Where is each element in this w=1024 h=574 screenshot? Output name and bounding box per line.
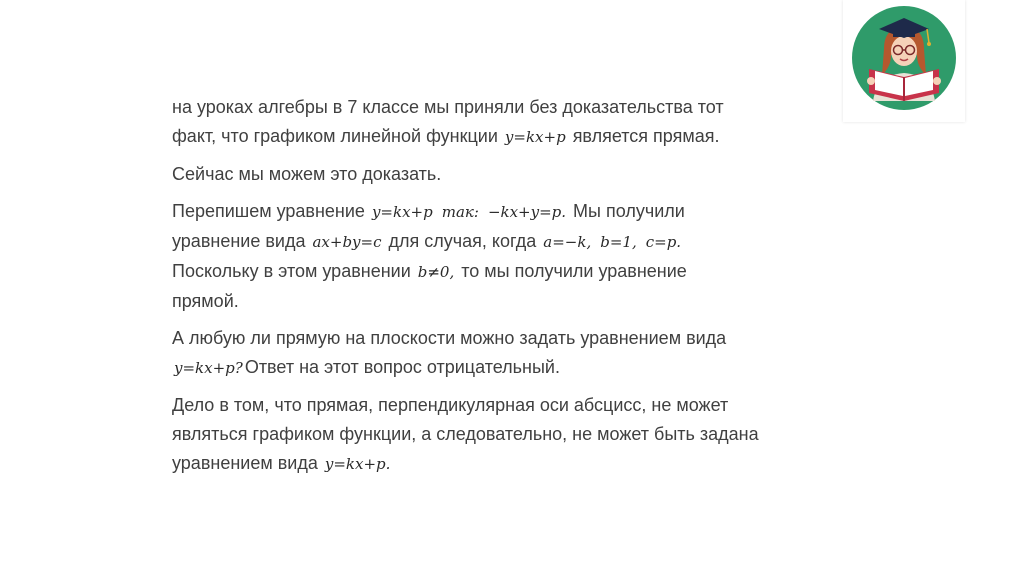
text-run [639,231,644,251]
math-formula: −kx+y=p. [487,203,567,221]
math-formula: ax+by=c [312,233,382,251]
text-line [172,420,862,449]
text-line [172,391,862,420]
text-run: на уроках алгебры в 7 классе мы приняли без доказательства тот [172,97,724,117]
text-run: то мы получили уравнение [456,261,687,281]
paragraph [172,391,862,479]
text-run: Перепишем уравнение [172,201,370,221]
math-formula: y=kx+p? [174,359,243,377]
text-run: Сейчас мы можем это доказать. [172,164,442,184]
text-line [172,122,862,152]
text-line [172,93,862,122]
math-formula: y=kx+p. [324,455,391,473]
text-run: факт, что графиком линейной функции [172,126,503,146]
text-run: является прямая. [567,126,720,146]
paragraph [172,93,862,152]
text-run: уравнением вида [172,453,323,473]
math-formula: y=kx+p [504,128,566,146]
text-run: Поскольку в этом уравнении [172,261,416,281]
text-line [172,353,862,383]
text-line [172,227,862,257]
text-run: для случая, когда [383,231,542,251]
text-run: Дело в том, что прямая, перпендикулярная оси абсцисс, не может [172,395,729,415]
text-body [172,93,862,487]
paragraph [172,324,862,383]
text-run: Мы получили [568,201,685,221]
math-formula: так: [441,203,479,221]
math-formula: b=1, [600,233,637,251]
math-formula: c=p. [645,233,682,251]
text-line [172,197,862,227]
text-run: являться графиком функции, а следовательно, не может быть задана [172,424,759,444]
math-formula: a=−k, [543,233,592,251]
text-run [435,201,440,221]
text-line [172,257,862,287]
text-line [172,160,862,189]
text-run: Ответ на этот вопрос отрицательный. [244,357,560,377]
math-formula: b≠0, [417,263,455,281]
text-line [172,449,862,479]
text-run: уравнение вида [172,231,311,251]
text-line [172,287,862,316]
teacher-reading-book-icon [851,5,957,111]
text-line [172,324,862,353]
paragraph [172,197,862,316]
math-formula: y=kx+p [371,203,433,221]
text-run: прямой. [172,291,239,311]
text-run: А любую ли прямую на плоскости можно задать уравнением вида [172,328,727,348]
paragraph [172,160,862,189]
